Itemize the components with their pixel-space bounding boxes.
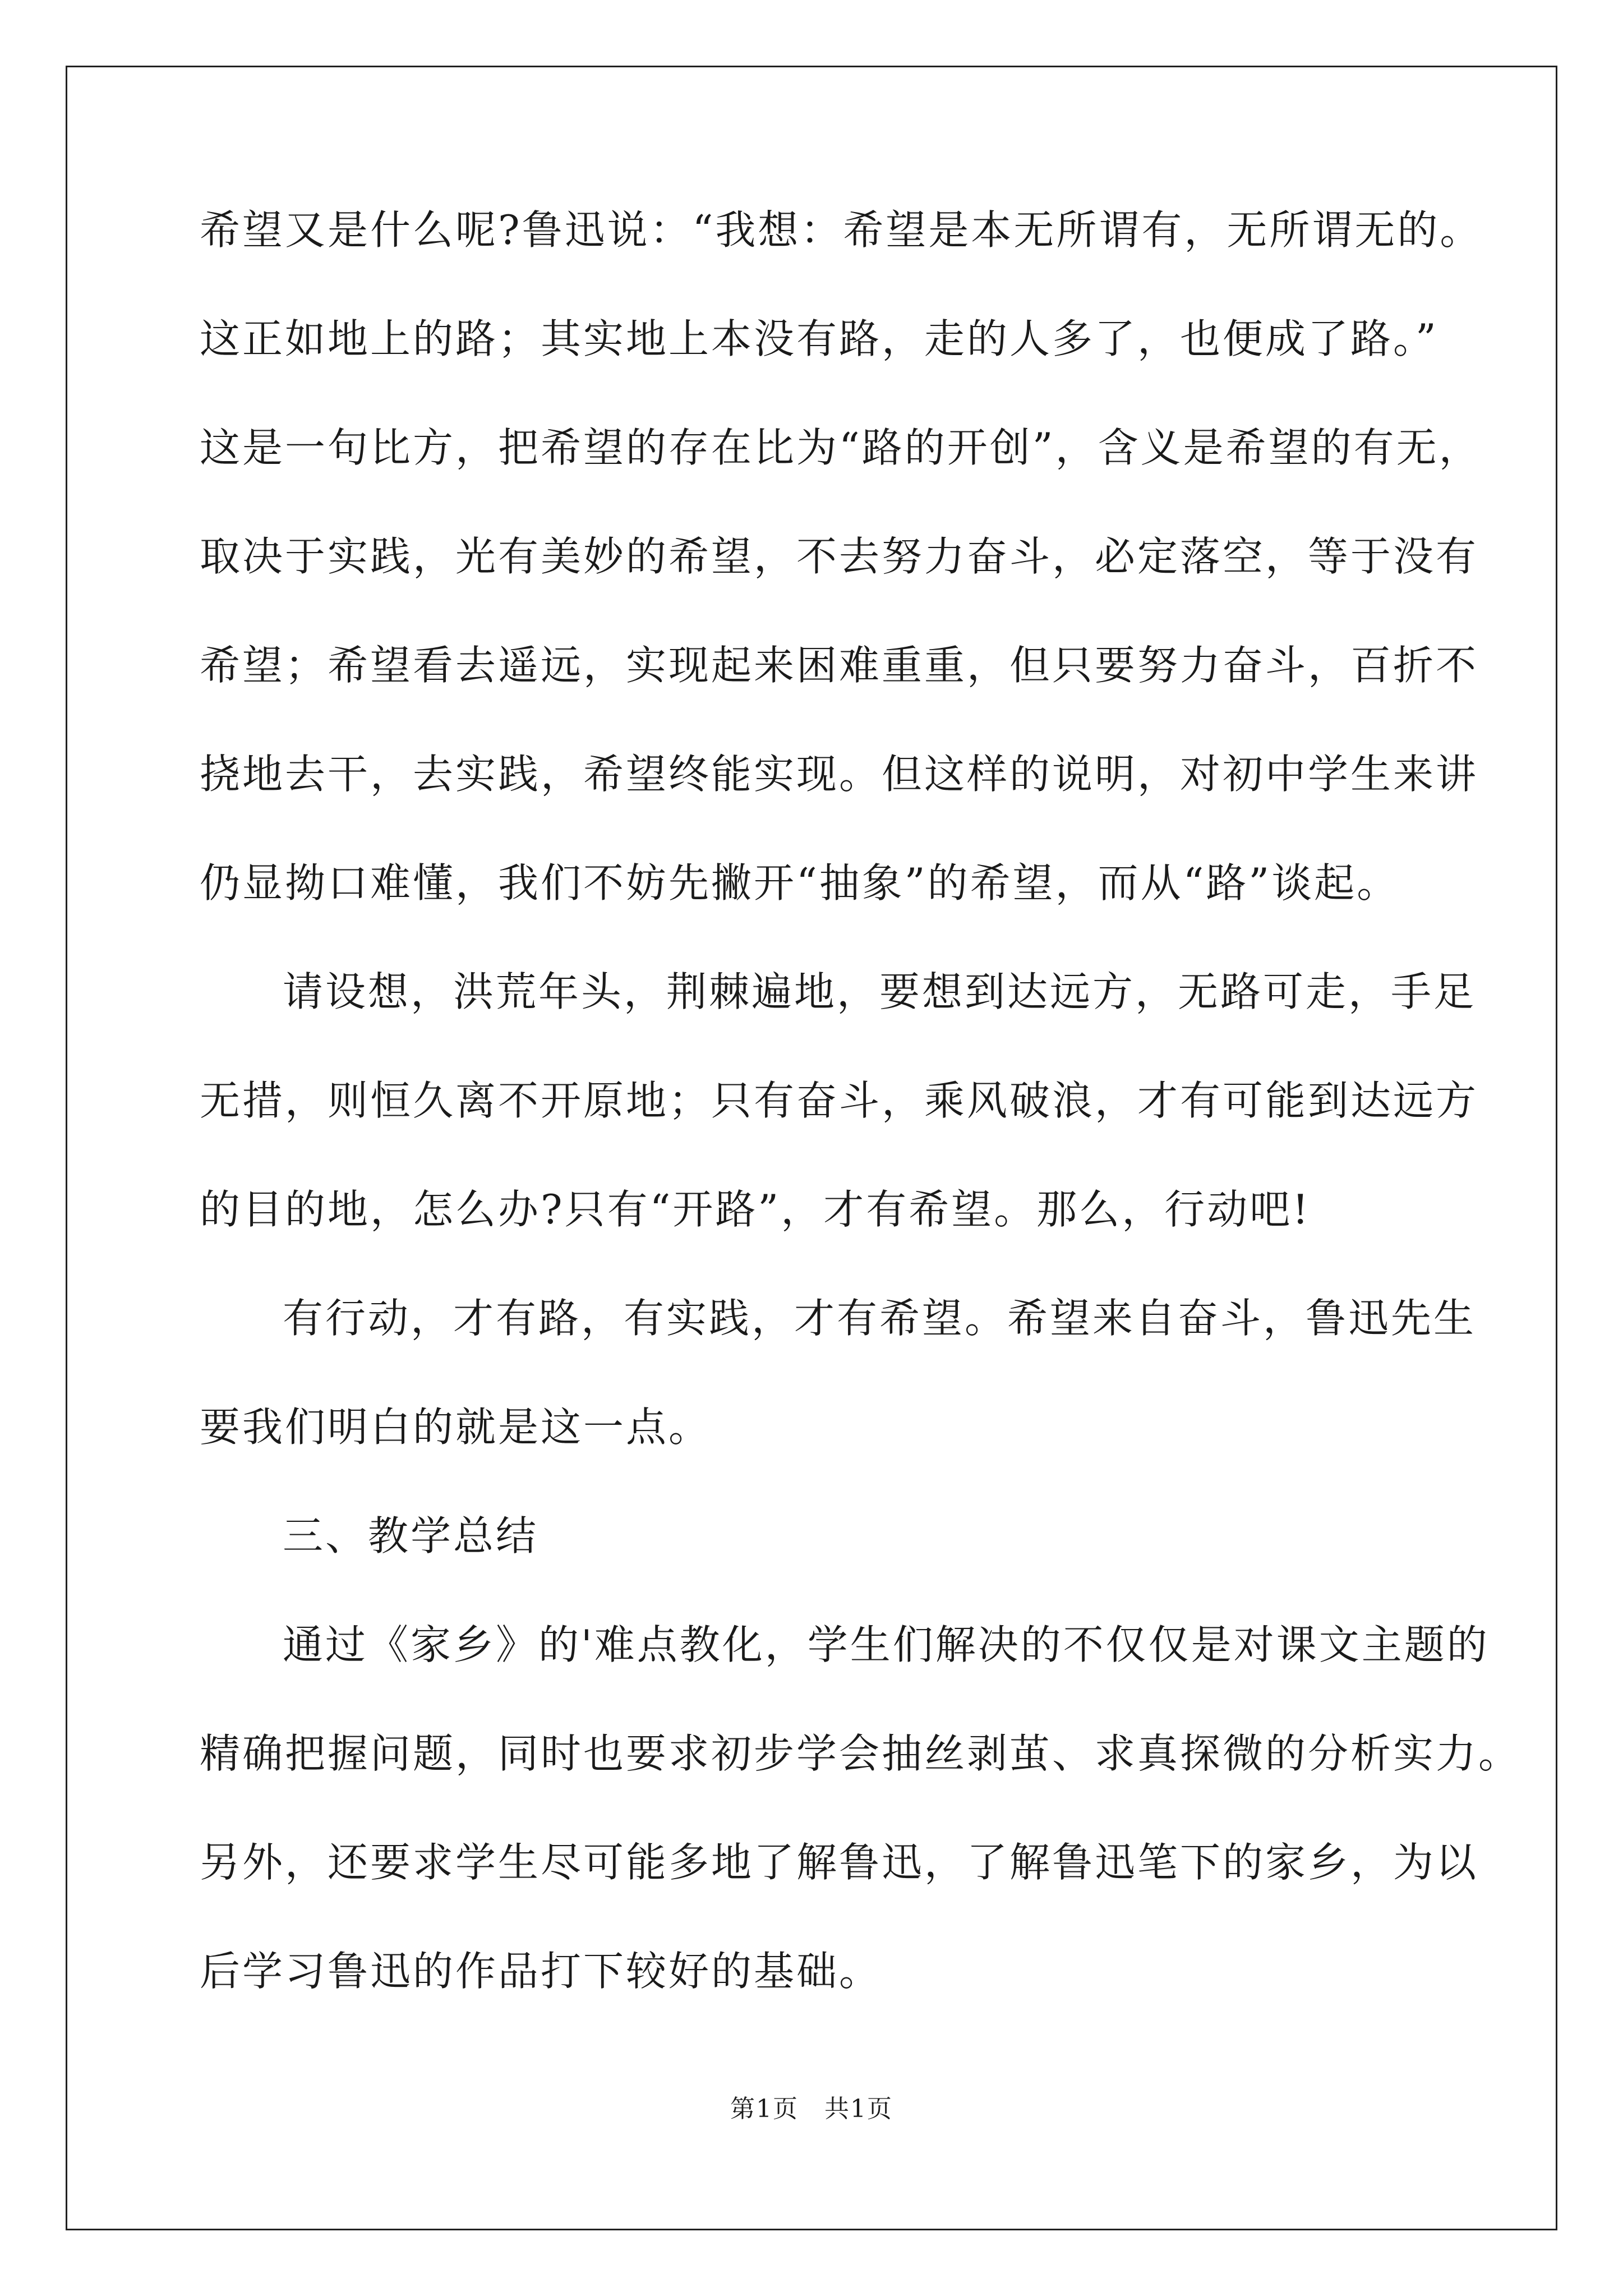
text-line: 取决于实践，光有美妙的希望，不去努力奋斗，必定落空，等于没有 <box>200 533 1479 580</box>
paragraph-start-line: 有行动，才有路，有实践，才有希望。希望来自奋斗，鲁迅先生 <box>283 1295 1477 1342</box>
text-line: 另外，还要求学生尽可能多地了解鲁迅，了解鲁迅笔下的家乡，为以 <box>200 1839 1479 1886</box>
text-line: 要我们明白的就是这一点。 <box>200 1404 712 1451</box>
paragraph-start-line: 通过《家乡》的'难点教化，学生们解决的不仅仅是对课文主题的 <box>283 1621 1490 1668</box>
text-line: 仍显拗口难懂，我们不妨先撇开“抽象”的希望，而从“路”谈起。 <box>200 859 1400 907</box>
text-line: 希望；希望看去遥远，实现起来困难重重，但只要努力奋斗，百折不 <box>200 642 1479 689</box>
text-line: 这正如地上的路；其实地上本没有路，走的人多了，也便成了路。” <box>200 315 1438 362</box>
page-number: 第1页 共1页 <box>730 2095 893 2123</box>
text-line: 无措，则恒久离不开原地；只有奋斗，乘风破浪，才有可能到达远方 <box>200 1077 1479 1124</box>
text-line: 这是一句比方，把希望的存在比为“路的开创”，含义是希望的有无， <box>200 424 1482 471</box>
text-line: 后学习鲁迅的作品打下较好的基础。 <box>200 1948 882 1995</box>
section-heading: 三、教学总结 <box>283 1512 539 1559</box>
text-line: 挠地去干，去实践，希望终能实现。但这样的说明，对初中学生来讲 <box>200 751 1479 798</box>
text-line: 的目的地，怎么办?只有“开路”，才有希望。那么，行动吧! <box>200 1186 1311 1233</box>
text-line: 希望又是什么呢?鲁迅说：“我想：希望是本无所谓有，无所谓无的。 <box>200 206 1483 254</box>
text-line: 精确把握问题，同时也要求初步学会抽丝剥茧、求真探微的分析实力。 <box>200 1730 1521 1777</box>
paragraph-start-line: 请设想，洪荒年头，荆棘遍地，要想到达远方，无路可走，手足 <box>283 968 1477 1015</box>
page-border <box>66 66 1557 2230</box>
